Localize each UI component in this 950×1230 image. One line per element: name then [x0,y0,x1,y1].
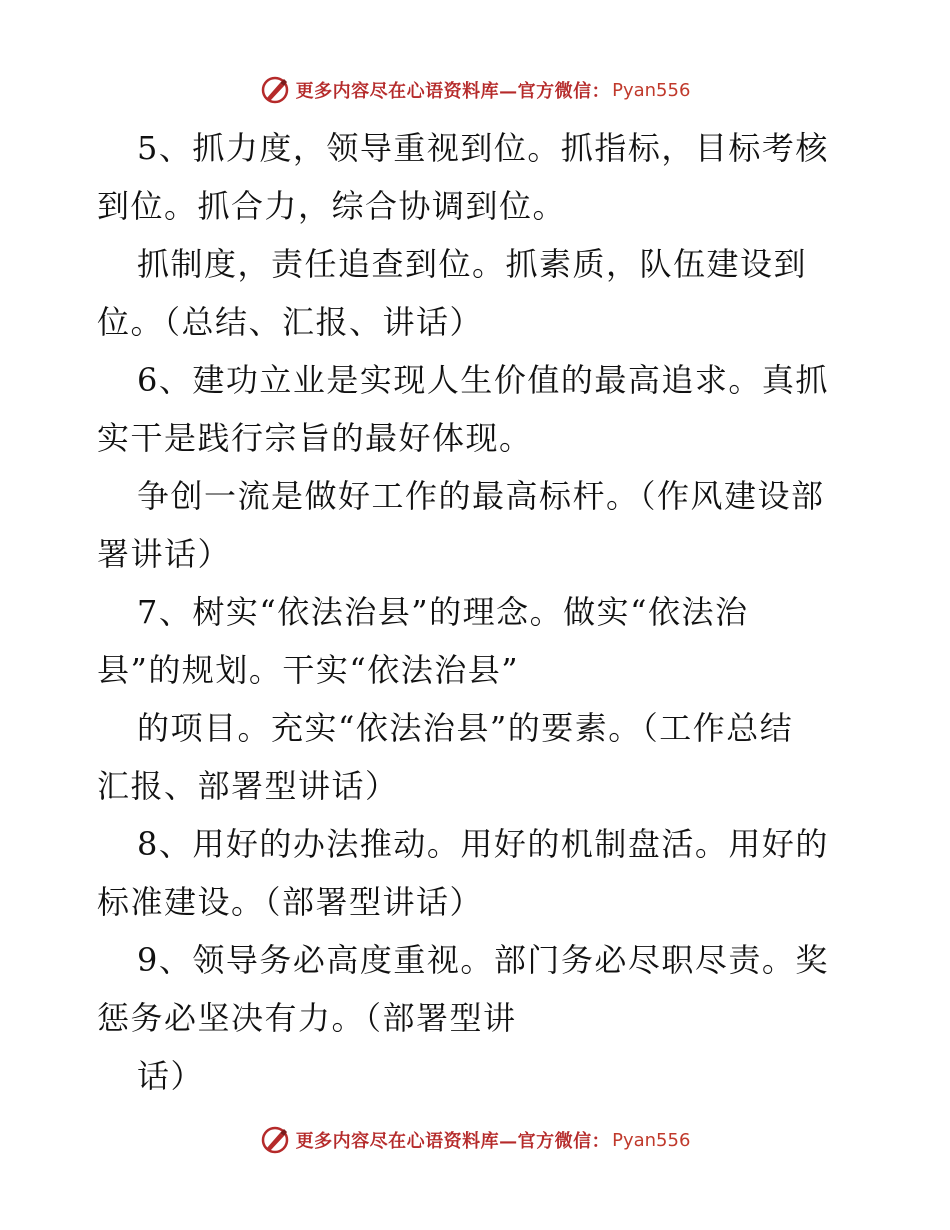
banner-text: 更多内容尽在心语资料库—官方微信： [295,1131,611,1152]
text-line: 实干是践行宗旨的最好体现。 [97,419,533,457]
text-line: 汇报、部署型讲话） [97,767,399,805]
text-line: 9、领导务必高度重视。部门务必尽职尽责。奖 [137,941,829,979]
text-line: 位。（总结、汇报、讲话） [97,303,484,341]
text-line: 争创一流是做好工作的最高标杆。（作风建设部 [137,477,825,515]
text-line: 6、建功立业是实现人生价值的最高追求。真抓 [137,361,829,399]
footer-banner [0,1120,950,1160]
text-line: 话） [137,1057,205,1095]
text-line: 署讲话） [97,535,232,573]
text-line: 的项目。充实“依法治县”的要素。（工作总结 [137,709,794,747]
text-line: 惩务必坚决有力。（部署型讲 [97,999,517,1037]
text-line: 8、用好的办法推动。用好的机制盘活。用好的 [137,825,829,863]
banner-handle: Pyan556 [612,79,691,101]
pen-logo-icon [260,1125,290,1155]
text-line: 县”的规划。干实“依法治县” [97,651,520,689]
banner-text: 更多内容尽在心语资料库—官方微信： [295,81,611,102]
text-line: 5、抓力度，领导重视到位。抓指标，目标考核 [137,129,829,167]
banner-handle: Pyan556 [612,1129,691,1151]
text-line: 7、树实“依法治县”的理念。做实“依法治 [137,593,749,631]
text-line: 抓制度，责任追查到位。抓素质，队伍建设到 [137,245,808,283]
text-line: 到位。抓合力，综合协调到位。 [97,187,567,225]
text-line: 标准建设。（部署型讲话） [97,883,484,921]
